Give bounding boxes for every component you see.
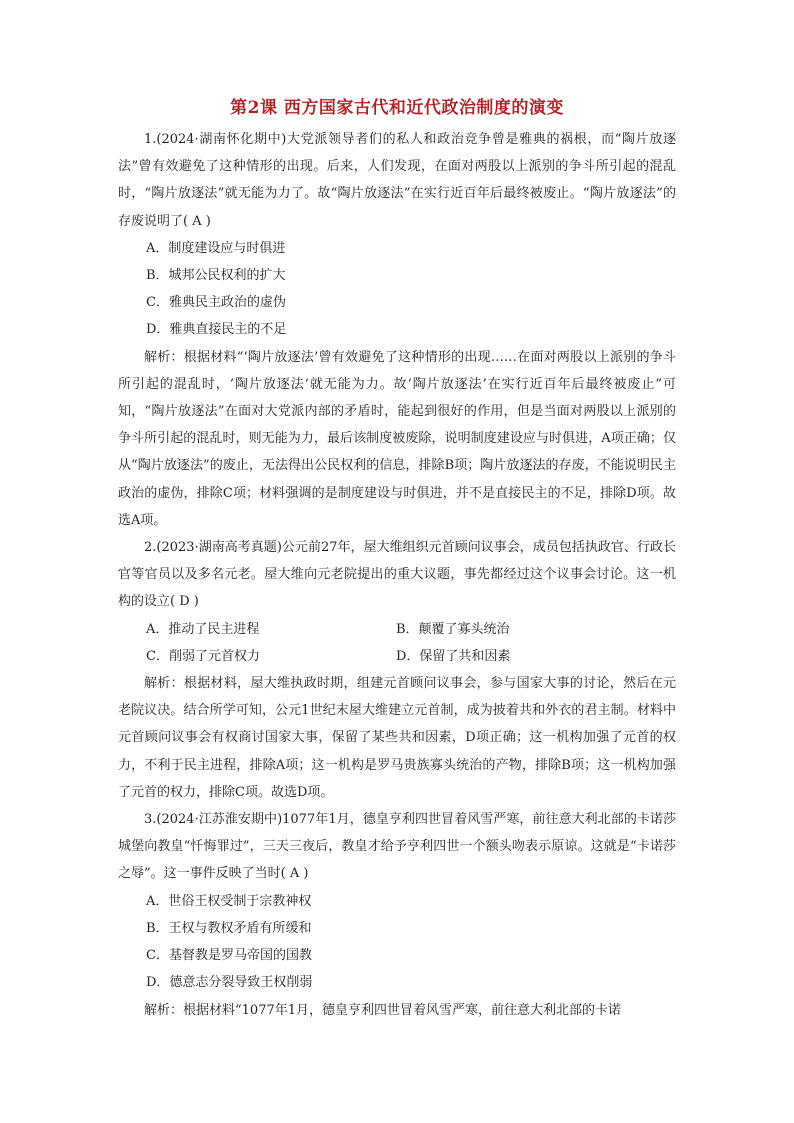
- lesson-title: 第2课 西方国家古代和近代政治制度的演变: [230, 98, 564, 118]
- question-2-option-d: D．保留了共和因素: [396, 648, 511, 664]
- question-1-stem: 1.(2024·湖南怀化期中)大党派领导者们的私人和政治竞争曾是雅典的祸根，而“陶片放逐法”曾有效避免了这种情形的出现。后来，人们发现，在面对两股以上派别的争斗所引起的混乱时，“陶片放逐法”就无能为力了。故“陶片放逐法”在实行近百年后最终被废止。“陶片放逐法”的存废说明了( A ): [118, 132, 676, 229]
- question-2-options-row-1: [118, 616, 676, 643]
- question-2-option-a: A．推动了民主进程: [146, 621, 260, 637]
- question-3-option-c: C．基督教是罗马帝国的国教: [146, 948, 312, 964]
- question-2-analysis: 解析：根据材料，屋大维执政时期，组建元首顾问议事会，参与国家大事的讨论，然后在元老院议决。结合所学可知，公元1世纪末屋大维建立元首制，成为披着共和外衣的君主制。材料中元首顾问议事会有权商讨国家大事，保留了某些共和因素，D项正确；这一机构加强了元首的权力，不利于民主进程，排除A项；这一机构是罗马贵族寡头统治的产物，排除B项；这一机构加强了元首的权力，排除C项。故选D项。: [118, 676, 676, 800]
- question-3-stem: 3.(2024·江苏淮安期中)1077年1月，德皇亨利四世冒着风雪严寒，前往意大利北部的卡诺莎城堡向教皇“忏悔罪过”，三天三夜后，教皇才给予亨利四世一个额头吻表示原谅。这就是“卡诺莎之辱”。这一事件反映了当时( A ): [118, 812, 676, 882]
- question-2-options-row-2: [118, 643, 676, 670]
- question-1-analysis: 解析：根据材料“‘陶片放逐法’曾有效避免了这种情形的出现……在面对两股以上派别的争斗所引起的混乱时，‘陶片放逐法’就无能为力。故‘陶片放逐法’在实行近百年后最终被废止”可知，“陶片放逐法”在面对大党派内部的矛盾时，能起到很好的作用，但是当面对两股以上派别的争斗所引起的混乱时，则无能为力，最后该制度被废除，说明制度建设应与时俱进，A项正确；仅从“陶片放逐法”的废止，无法得出公民权利的信息，排除B项；陶片放逐法的存废，不能说明民主政治的虚伪，排除C项；材料强调的是制度建设与时俱进，并不是直接民主的不足，排除D项。故选A项。: [118, 349, 676, 528]
- question-3-option-b: B．王权与教权矛盾有所缓和: [146, 920, 312, 936]
- question-1-option-c: C．雅典民主政治的虚伪: [146, 295, 286, 311]
- question-3-analysis: 解析：根据材料“1077年1月，德皇亨利四世冒着风雪严寒，前往意大利北部的卡诺: [144, 1002, 622, 1018]
- question-2-stem: 2.(2023·湖南高考真题)公元前27年，屋大维组织元首顾问议事会，成员包括执政官、行政长官等官员以及多名元老。屋大维向元老院提出的重大议题，事先都经过这个议事会讨论。这一机构的设立( D ): [118, 540, 676, 610]
- question-1-option-a: A．制度建设应与时俱进: [146, 240, 286, 256]
- question-1-option-b: B．城邦公民权利的扩大: [146, 268, 286, 284]
- question-2-option-c: C．削弱了元首权力: [146, 648, 260, 664]
- question-3-option-d: D．德意志分裂导致王权削弱: [146, 975, 313, 991]
- question-3-option-a: A．世俗王权受制于宗教神权: [146, 893, 312, 909]
- question-2-option-b: B．颠覆了寡头统治: [396, 621, 510, 637]
- document-page: [118, 96, 676, 1024]
- question-1-option-d: D．雅典直接民主的不足: [146, 322, 287, 338]
